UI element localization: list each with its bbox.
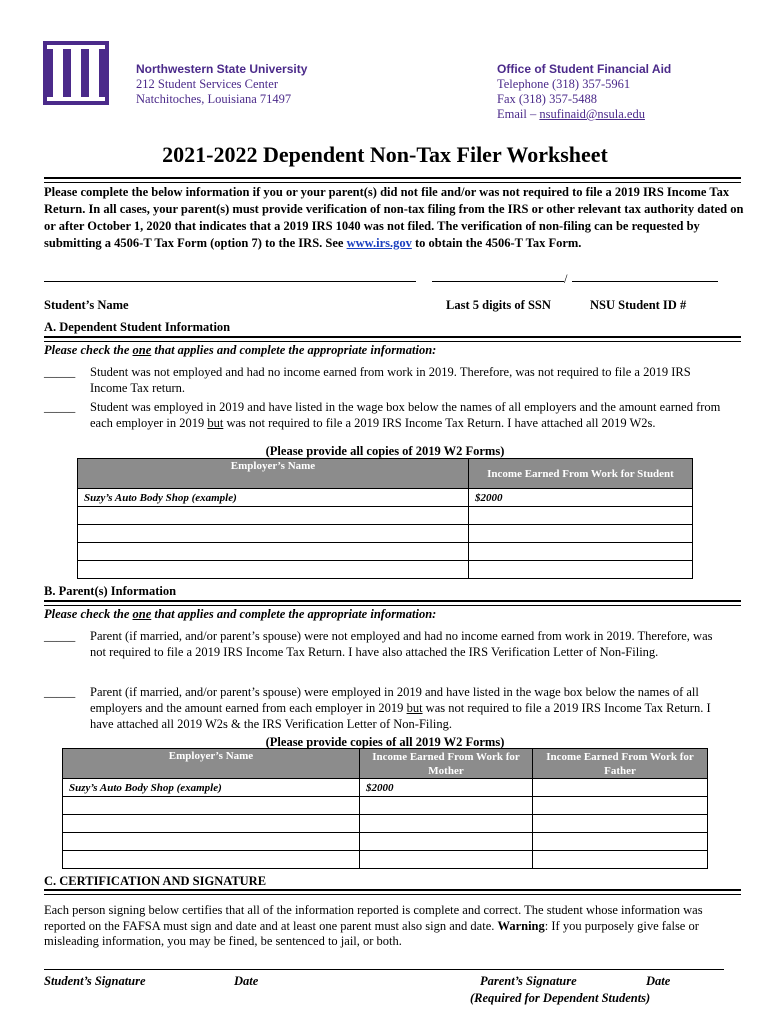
- university-name: Northwestern State University: [136, 62, 308, 76]
- mother-income-header: Income Earned From Work for Mother: [360, 749, 533, 779]
- student-id-line[interactable]: [572, 281, 718, 282]
- address-line-1: 212 Student Services Center: [136, 77, 278, 91]
- table-row: [78, 507, 693, 525]
- mother-income-cell[interactable]: [360, 851, 533, 869]
- student-option-1-text: Student was not employed and had no income earned from work in 2019. Therefore, was not required to file a 2019 IRS Income Tax return.: [90, 365, 691, 395]
- student-wage-table: [77, 458, 693, 579]
- table-row: [78, 561, 693, 579]
- student-option-2-text: [90, 399, 730, 431]
- logo-column: [53, 49, 63, 97]
- intro-paragraph: [44, 184, 744, 252]
- ssn-slash: /: [564, 272, 568, 286]
- title-divider: [44, 177, 741, 183]
- certification-text: [44, 903, 734, 950]
- address-line-2: Natchitoches, Louisiana 71497: [136, 92, 292, 106]
- office-email-link[interactable]: nsufinaid@nsula.edu: [539, 107, 645, 121]
- nsu-logo: [43, 41, 109, 105]
- section-a-w2-note: (Please provide all copies of 2019 W2 Forms): [265, 444, 505, 458]
- logo-bottom-bar: [47, 97, 105, 101]
- table-row: [63, 833, 708, 851]
- parent-option-1-text: Parent (if married, and/or parent’s spouse) were not employed and had no income earned from work in 2019. Therefore, was not required to file a 2019 IRS Income Tax Return. I have also attached the IRS Verification Letter of Non-Filing.: [90, 629, 713, 659]
- parent-option-2-checkbox[interactable]: _____: [44, 685, 76, 699]
- mother-income-cell[interactable]: [360, 815, 533, 833]
- instr-one: one: [132, 343, 152, 357]
- section-b-heading: B. Parent(s) Information: [44, 584, 177, 598]
- cert-text: Each person signing below certifies that all of the information reported is complete and correct. The student whose information was reported on the FAFSA must sign and date and at least one parent must also sign and date.: [44, 903, 703, 933]
- parent-wage-table: [62, 748, 708, 869]
- irs-link[interactable]: www.irs.gov: [346, 236, 412, 250]
- signature-line[interactable]: [44, 969, 724, 970]
- mother-income-cell[interactable]: [360, 797, 533, 815]
- father-income-cell[interactable]: [533, 833, 708, 851]
- income-cell[interactable]: [469, 543, 693, 561]
- income-cell[interactable]: [469, 561, 693, 579]
- employer-name-header: Employer’s Name: [63, 749, 360, 779]
- section-a-heading: A. Dependent Student Information: [44, 320, 231, 334]
- income-cell[interactable]: [469, 507, 693, 525]
- instr-one: one: [132, 607, 152, 621]
- example-employer-cell: Suzy’s Auto Body Shop (example): [78, 489, 469, 507]
- employer-name-header: Employer’s Name: [78, 459, 469, 489]
- section-b-w2-note: (Please provide copies of all 2019 W2 Forms): [265, 735, 505, 749]
- table-row: [63, 797, 708, 815]
- student-option-1-checkbox[interactable]: _____: [44, 365, 76, 379]
- parent-option-2-text: [90, 684, 730, 732]
- student-option-2-checkbox[interactable]: _____: [44, 400, 76, 414]
- student-signature-label: Student’s Signature: [44, 974, 146, 988]
- table-row: [78, 543, 693, 561]
- ssn-label: Last 5 digits of SSN: [446, 298, 551, 312]
- intro-tail: to obtain the 4506-T Tax Form.: [411, 236, 582, 250]
- table-row: [78, 489, 693, 507]
- opt-but: but: [406, 701, 423, 715]
- office-email-line: [497, 107, 671, 122]
- employer-cell[interactable]: [78, 507, 469, 525]
- page-title: 2021-2022 Dependent Non-Tax Filer Worksheet: [162, 142, 608, 167]
- parent-required-note: (Required for Dependent Students): [470, 991, 651, 1005]
- student-id-label: NSU Student ID #: [590, 298, 687, 312]
- father-income-cell[interactable]: [533, 797, 708, 815]
- instr-text: that applies and complete the appropriate information:: [151, 607, 437, 621]
- table-header-row: [78, 459, 693, 489]
- employer-cell[interactable]: [63, 833, 360, 851]
- example-mother-income-cell: $2000: [360, 779, 533, 797]
- instr-text: Please check the: [44, 343, 133, 357]
- table-row: [63, 779, 708, 797]
- warning-label: Warning: [497, 918, 545, 933]
- section-c-heading: C. CERTIFICATION AND SIGNATURE: [44, 874, 267, 888]
- parent-signature-label: Parent’s Signature: [480, 974, 577, 988]
- parent-date-label: Date: [646, 974, 671, 988]
- father-income-header: Income Earned From Work for Father: [533, 749, 708, 779]
- cert-text: : If you purposely give false or misleading information, you may be fined, be sentenced to jail, or both.: [44, 918, 699, 948]
- office-fax: Fax (318) 357-5488: [497, 92, 597, 106]
- table-row: [78, 525, 693, 543]
- parent-option-1-checkbox[interactable]: _____: [44, 629, 76, 643]
- employer-cell[interactable]: [63, 797, 360, 815]
- employer-cell[interactable]: [78, 561, 469, 579]
- section-b-instructions: [44, 606, 436, 622]
- student-name-label: Student’s Name: [44, 298, 129, 312]
- section-c-divider: [44, 889, 741, 895]
- email-prefix: Email –: [497, 107, 540, 121]
- table-row: [63, 851, 708, 869]
- student-income-header: Income Earned From Work for Student: [469, 459, 693, 489]
- opt-text: was not required to file a 2019 IRS Income Tax Return. I have attached all 2019 W2s & the IRS Verification Letter of Non-Filing.: [90, 701, 711, 731]
- example-father-income-cell: [533, 779, 708, 797]
- table-row: [63, 815, 708, 833]
- ssn-line[interactable]: [432, 281, 564, 282]
- logo-column: [89, 49, 99, 97]
- office-name: Office of Student Financial Aid: [497, 62, 672, 76]
- income-cell[interactable]: [469, 525, 693, 543]
- office-contact: [497, 62, 671, 122]
- instr-text: Please check the: [44, 607, 133, 621]
- employer-cell[interactable]: [63, 851, 360, 869]
- opt-but: but: [207, 416, 224, 430]
- office-phone: Telephone (318) 357-5961: [497, 77, 631, 91]
- mother-income-cell[interactable]: [360, 833, 533, 851]
- intro-text: Please complete the below information if you or your parent(s) did not file and/or was not required to file a 2019 IRS Income Tax Return. In all cases, your parent(s) must provide verification of non-tax filing from the IRS or other relevant tax authority dated on or after October 1, 2020 that indicates that a 2019 IRS 1040 was not filed. The verification of non-filing can be requested by submitting a 4506-T Tax Form (option 7) to the IRS. See: [44, 185, 744, 250]
- employer-cell[interactable]: [78, 525, 469, 543]
- example-income-cell: $2000: [469, 489, 693, 507]
- opt-text: was not required to file a 2019 IRS Income Tax Return. I have attached all 2019 W2s.: [223, 416, 656, 430]
- student-date-label: Date: [234, 974, 259, 988]
- employer-cell[interactable]: [63, 815, 360, 833]
- university-address: [136, 62, 307, 107]
- father-income-cell[interactable]: [533, 815, 708, 833]
- opt-text: Parent (if married, and/or parent’s spouse) were employed in 2019 and have listed in the wage box below the names of all employers and the amount earned from each employer in 2019: [90, 685, 699, 715]
- opt-text: Student was employed in 2019 and have listed in the wage box below the names of all employers and the amount earned from each employer in 2019: [90, 400, 721, 430]
- logo-column: [71, 49, 81, 97]
- table-header-row: [63, 749, 708, 779]
- example-employer-cell: Suzy’s Auto Body Shop (example): [63, 779, 360, 797]
- employer-cell[interactable]: [78, 543, 469, 561]
- student-name-line[interactable]: [44, 281, 416, 282]
- section-a-instructions: [44, 342, 436, 358]
- father-income-cell[interactable]: [533, 851, 708, 869]
- instr-text: that applies and complete the appropriate information:: [151, 343, 437, 357]
